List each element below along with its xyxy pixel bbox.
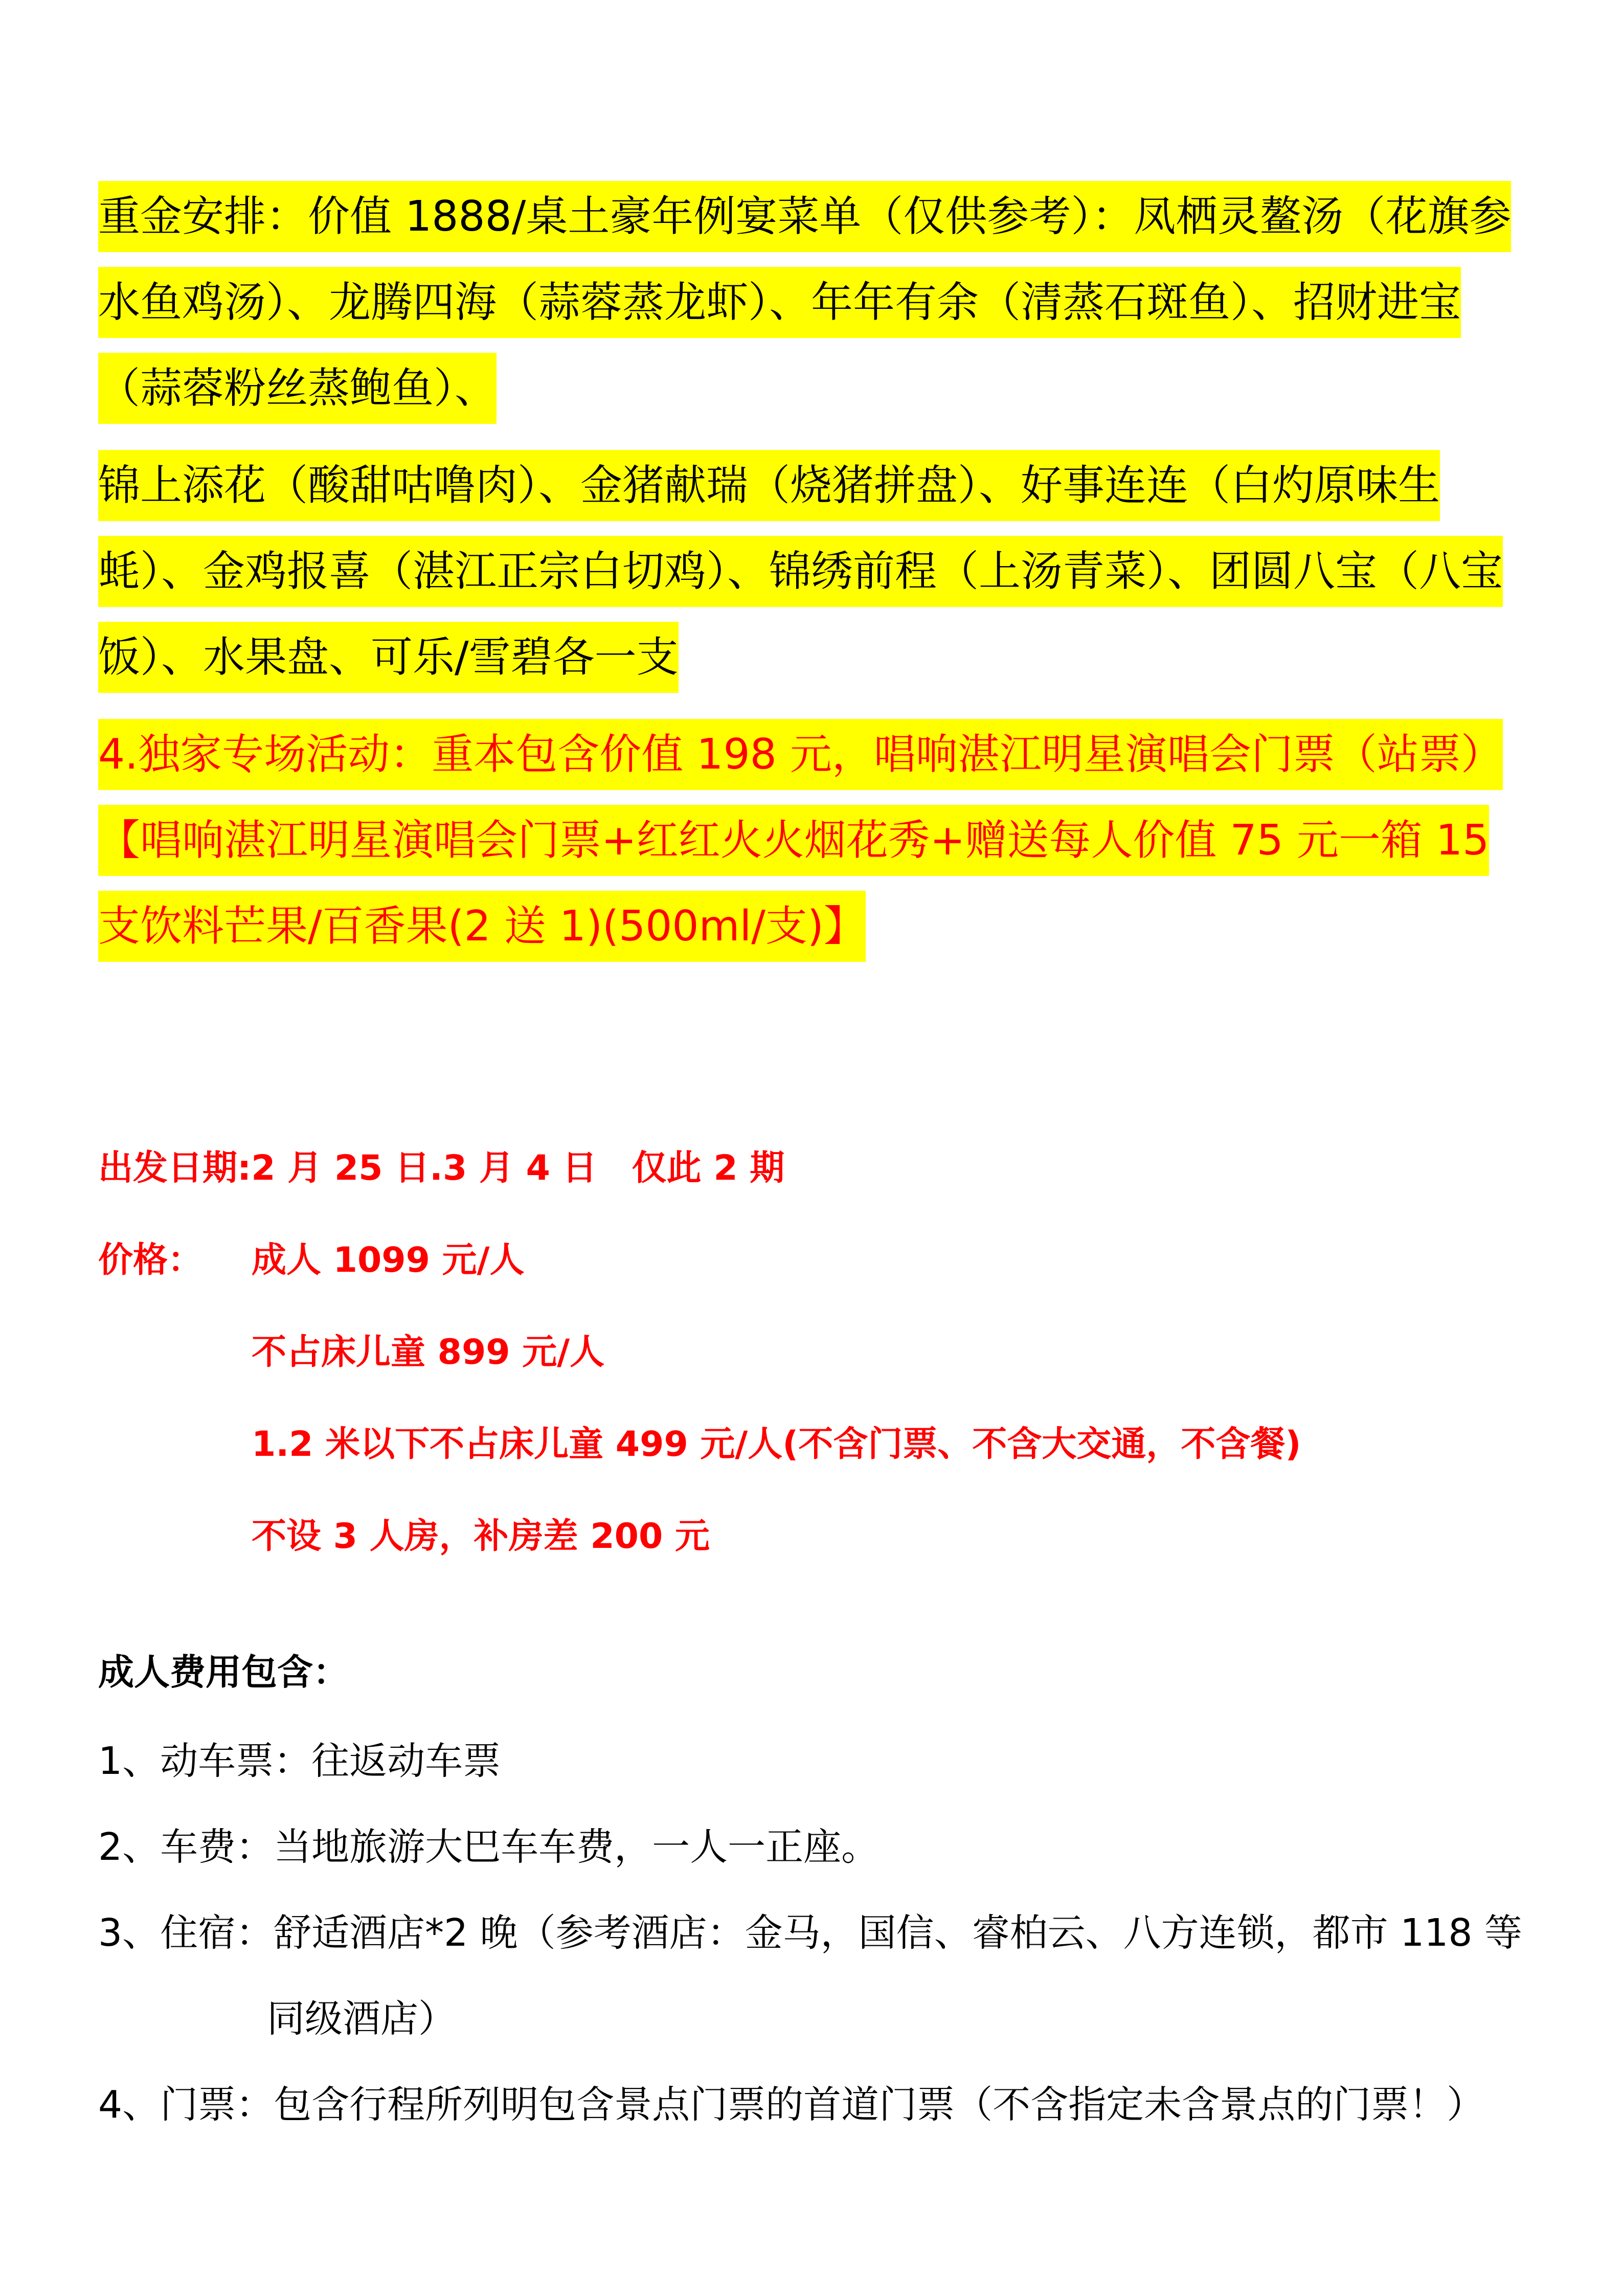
fee-includes-title: 成人费用包含： bbox=[98, 1651, 349, 1693]
highlighted-content bbox=[98, 174, 1525, 970]
price-adult: 成人 1099 元/人 bbox=[252, 1240, 525, 1280]
banquet-menu-paragraph-2 bbox=[98, 443, 1525, 701]
price-room-row bbox=[98, 1491, 784, 1583]
price-room: 不设 3 人房，补房差 200 元 bbox=[252, 1516, 710, 1557]
banquet-menu-paragraph-1 bbox=[98, 174, 1525, 432]
banquet-menu-text-2: 锦上添花（酸甜咕噜肉）、金猪献瑞（烧猪拼盘）、好事连连（白灼原味生蚝）、金鸡报喜（湛江正宗白切鸡）、锦绣前程（上汤青菜）、团圆八宝（八宝饭）、水果盘、可乐/雪碧各一支 bbox=[98, 450, 1503, 693]
price-child-row bbox=[98, 1307, 784, 1399]
include-item-tickets: 4、门票：包含行程所列明包含景点门票的首道门票（不含指定未含景点的门票！） bbox=[98, 2083, 1485, 2127]
departure-text: 出发日期:2 月 25 日.3 月 4 日 仅此 2 期 bbox=[98, 1148, 785, 1188]
price-adult-row bbox=[98, 1214, 784, 1307]
price-block bbox=[98, 1122, 1301, 1583]
departure-date bbox=[98, 1122, 784, 1214]
banquet-menu-text-1: 重金安排：价值 1888/桌土豪年例宴菜单（仅供参考）：凤栖灵鳌汤（花旗参水鱼鸡汤）、龙腾四海（蒜蓉蒸龙虾）、年年有余（清蒸石斑鱼）、招财进宝（蒜蓉粉丝蒸鲍鱼）、 bbox=[98, 181, 1511, 424]
exclusive-event-text: 4.独家专场活动：重本包含价值 198 元，唱响湛江明星演唱会门票（站票）【唱响湛江明星演唱会门票+红红火火烟花秀+赠送每人价值 75 元一箱 15 支饮料芒果/百香果(2 送 1)(500ml/支)】 bbox=[98, 719, 1503, 962]
exclusive-event-paragraph bbox=[98, 712, 1525, 970]
price-small-child: 1.2 米以下不占床儿童 499 元/人(不含门票、不含大交通，不含餐) bbox=[252, 1424, 1301, 1465]
price-label: 价格： bbox=[98, 1240, 203, 1280]
include-item-train: 1、动车票：往返动车票 bbox=[98, 1739, 501, 1783]
price-small-child-row bbox=[98, 1399, 1301, 1491]
fee-includes-section bbox=[98, 1626, 1530, 2148]
include-item-hotel: 3、住宿：舒适酒店*2 晚（参考酒店：金马，国信、睿柏云、八方连锁，都市 118 等同级酒店） bbox=[98, 1911, 1522, 2041]
price-child: 不占床儿童 899 元/人 bbox=[252, 1332, 605, 1372]
include-item-bus: 2、车费：当地旅游大巴车车费，一人一正座。 bbox=[98, 1825, 880, 1869]
